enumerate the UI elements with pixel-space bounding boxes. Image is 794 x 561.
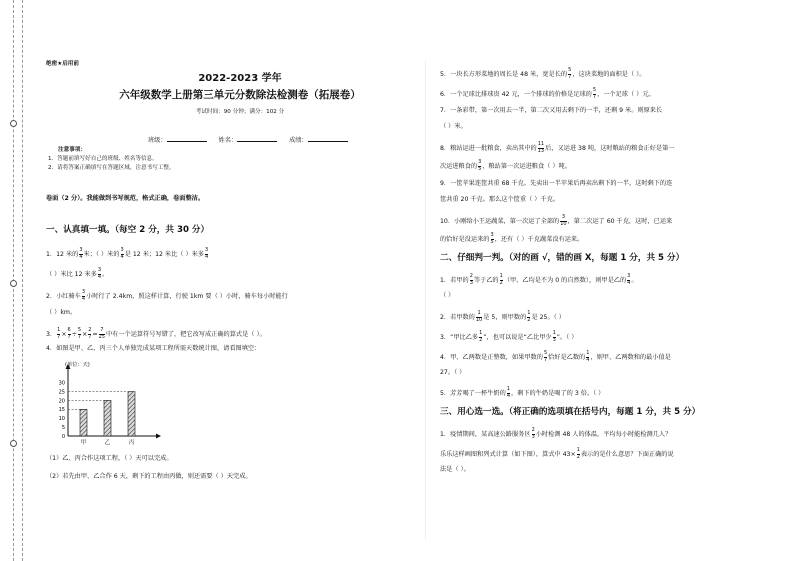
judge-4: 4．甲、乙两数是正整数，如果甲数的 $\frac{5}{7}$ 恰好是乙数的 $\frac{1}{4}$ ，则甲、乙两数和的最小值是 xyxy=(440,350,671,363)
binding-hole xyxy=(10,120,17,127)
question-1: 1．12 米的 $\frac{3}{4}$ 米；（ ）米的 $\frac{3}{4}$ 是 12 米；12 米比（ ）米多 $\frac{3}{4}$ xyxy=(46,247,209,260)
exam-title: 六年级数学上册第三单元分数除法检测卷（拓展卷） xyxy=(119,89,361,101)
question-9: 9．一筐苹果连筐共重 68 千克。先卖出一半苹果后再卖出剩下的一半，这时剩下的连 xyxy=(440,180,673,187)
exam-year: 2022-2023 学年 xyxy=(198,73,282,84)
exam-meta: 考试时间：90 分钟；满分：102 分 xyxy=(195,109,285,115)
y-axis-label: (单位：天) xyxy=(65,362,90,368)
x-tick-label: 丙 xyxy=(128,440,135,446)
judge-4-cont: 27。（ ） xyxy=(440,369,466,376)
y-tick-label: 30 xyxy=(58,380,65,387)
question-5: 5．一块长方形菜地的周长是 48 米，宽是长的 $\frac{5}{7}$ ，这块菜地的面积是（ ）。 xyxy=(440,67,646,80)
column-divider xyxy=(425,60,426,540)
question-9-cont: 筐共重 20 千克。那么这个筐重（ ）千克。 xyxy=(440,196,559,203)
question-8-cont: 次运进粮食的 $\frac{3}{5}$ ，粮站第一次运进粮食（ ）吨。 xyxy=(440,159,571,172)
class-field[interactable]: 班级： 姓名： 成绩： xyxy=(148,135,348,144)
y-tick-label: 0 xyxy=(61,433,65,440)
binding-line-inner xyxy=(22,0,23,561)
binding-hole xyxy=(10,280,17,287)
notes-title: 注意事项： xyxy=(58,147,86,153)
question-10: 10．小刚给小王运蔬菜，第一次运了全部的 $\frac{3}{10}$ ，第二次运了 60 千克，这时，已运来 xyxy=(440,214,673,227)
y-tick-label: 25 xyxy=(58,389,65,396)
binding-hole xyxy=(10,440,17,447)
question-1-cont: （ ）米比 12 米多 $\frac{3}{4}$ 。 xyxy=(46,267,109,280)
judge-1-cont: （ ） xyxy=(440,292,455,299)
note-1: 1．答题前填写好自己的班级、姓名等信息。 xyxy=(48,156,158,162)
question-8: 8．粮站运进一批粮食，卖出其中的 $\frac{11}{13}$ 后，又运进 38 吨，这时粮站的粮食正好是第一 xyxy=(440,141,675,154)
bar-甲 xyxy=(80,409,87,436)
y-tick-label: 10 xyxy=(58,416,65,423)
question-2-cont: （ ）km。 xyxy=(46,309,77,316)
bar-丙 xyxy=(128,392,135,436)
section2-title: 二、仔细判一判。（对的画 √，错的画 X，每题 1 分，共 5 分） xyxy=(440,253,685,263)
question-3: 3． $\frac{1}{7}$ × $\frac{6}{7}$ ÷ $\frac{5}{7}$ × $\frac{2}{7}$ = $\frac{7}{25}$ 中有一个运算符号写错了，把它改写成正确的算式是（ ）。 xyxy=(46,327,266,340)
neatness-note: 卷面（2 分）。我能做到书写规范，格式正确，卷面整洁。 xyxy=(46,195,205,202)
x-tick-label: 甲 xyxy=(80,440,87,446)
section1-title: 一、认真填一填。（每空 2 分，共 30 分） xyxy=(46,225,210,235)
question-10-cont: 的恰好是没运来的 $\frac{3}{5}$ ，还有（ ）千克蔬菜没有运来。 xyxy=(440,232,584,245)
days-bar-chart xyxy=(52,358,162,450)
choice-1: 1．疫情期间，某高速公路服务区 $\frac{2}{3}$ 小时检测 48 人的体温，平均每小时能检测几人？ xyxy=(440,427,672,440)
question-4-2: （2）若先由甲、乙合作 6 天，剩下的工程由丙做，则还需要（ ）天完成。 xyxy=(46,473,252,480)
bar-乙 xyxy=(104,401,111,436)
question-2: 2．小红骑车 $\frac{3}{4}$ 小时行了 2.4km，照这样计算，行驶 1km 要（ ）小时，骑车每小时能行 xyxy=(46,289,288,302)
question-6: 6．一个足球比排球贵 42 元，一个排球的价格是足球的 $\frac{5}{7}$ ，一个足球（ ）元。 xyxy=(440,87,655,100)
note-2: 2．请将答案正确填写在答题区域，注意书写工整。 xyxy=(48,165,175,171)
choice-1-cont: 乐乐这样画图和列式计算（如下图），算式中 43× $\frac{1}{2}$ 表示的是什么意思？下面正确的说 xyxy=(440,447,674,460)
x-tick-label: 乙 xyxy=(104,440,111,446)
x-axis-arrow xyxy=(156,434,161,439)
choice-1-cont2: 法是（ ）。 xyxy=(440,466,470,473)
y-tick-label: 5 xyxy=(61,424,65,431)
y-tick-label: 15 xyxy=(58,407,65,414)
question-4-1: （1）乙、丙合作这项工程，（ ）天可以完成。 xyxy=(46,455,173,462)
judge-1: 1．若甲的 $\frac{2}{3}$ 等于乙的 $\frac{1}{2}$ （甲、乙均是不为 0 的自然数），则甲是乙的 $\frac{3}{4}$ 。 xyxy=(440,273,638,286)
question-7-cont: （ ）米。 xyxy=(440,123,467,130)
question-7: 7．一条彩带，第一次用去一半，第二次又用去剩下的一半，还剩 9 米。则原来长 xyxy=(440,107,663,114)
question-4: 4．如图是甲、乙、丙三个人单独完成某项工程所需天数统计图，请看图填空： xyxy=(46,345,261,352)
judge-2: 2．若甲数的 $\frac{1}{10}$ 是 5，则甲数的 $\frac{1}{2}$ 是 25。（ ） xyxy=(440,310,565,323)
judge-5: 5．芳芳喝了一杯牛奶的 $\frac{1}{4}$ ，剩下的牛奶是喝了的 3 倍。（ ） xyxy=(440,386,605,399)
y-tick-label: 20 xyxy=(58,398,65,405)
section3-title: 三、用心选一选。（将正确的选项填在括号内，每题 1 分，共 5 分） xyxy=(440,407,701,417)
secret-label: 绝密★启用前 xyxy=(46,61,79,67)
judge-3: 3．“甲比乙多 $\frac{1}{2}$ ”，也可以说是“乙比甲少 $\frac{1}{3}$ ”。（ ） xyxy=(440,330,578,343)
